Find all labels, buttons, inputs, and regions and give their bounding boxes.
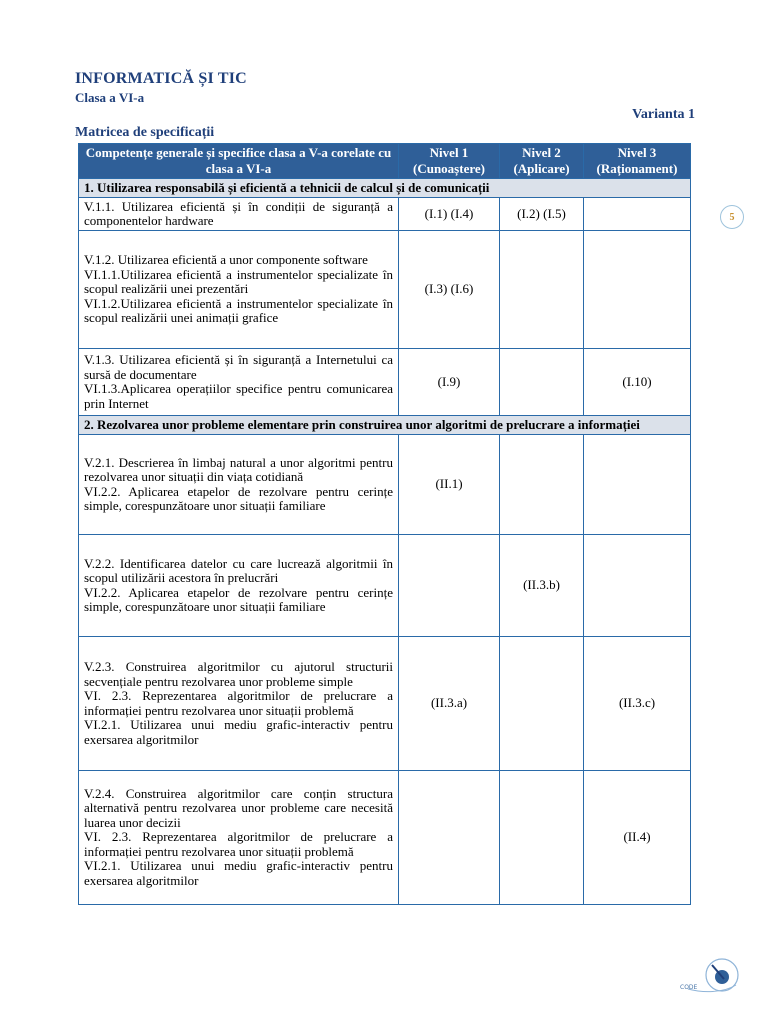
table-row	[79, 535, 691, 637]
competence-line: VI.2.1. Utilizarea unui mediu grafic-interactiv pentru exersarea algoritmilor	[84, 858, 393, 888]
competence-line: V.2.2. Identificarea datelor cu care lucrează algoritmii în scopul utilizării acestora în prelucrări	[84, 555, 393, 585]
header-level1	[399, 144, 500, 179]
level3-cell	[584, 535, 691, 637]
header-level2-desc: (Aplicare)	[513, 161, 570, 176]
header-level1-name: Nivel 1	[429, 145, 469, 160]
competence-line: V.2.3. Construirea algoritmilor cu ajutorul structurii secvențiale pentru rezolvarea unor probleme simple	[84, 659, 393, 689]
code-logo-text: CODE	[680, 984, 698, 991]
competence-line: VI. 2.3. Reprezentarea algoritmilor de prelucrare a informației pentru rezolvarea unor situații problemă	[84, 688, 393, 718]
competence-cell	[79, 535, 399, 637]
level3-cell	[584, 198, 691, 231]
header-level2	[500, 144, 584, 179]
level2-cell	[500, 349, 584, 416]
variant-label: Varianta 1	[632, 107, 695, 122]
section-heading-1: 1. Utilizarea responsabilă și eficientă a tehnicii de calcul și de comunicații	[79, 179, 691, 198]
competence-line: VI.2.2. Aplicarea etapelor de rezolvare pentru cerințe simple, corespunzătoare unor situații familiare	[84, 584, 393, 614]
table-row	[79, 435, 691, 535]
section-row	[79, 416, 691, 435]
level1-cell: (I.1) (I.4)	[399, 198, 500, 231]
competence-cell	[79, 231, 399, 349]
competence-line: V.2.1. Descrierea în limbaj natural a unor algoritmi pentru rezolvarea unor situații din viața cotidiană	[84, 454, 393, 484]
competence-cell	[79, 198, 399, 231]
competence-line: V.1.3. Utilizarea eficientă și în siguranță a Internetului ca sursă de documentare	[84, 352, 393, 382]
competence-line: VI.2.1. Utilizarea unui mediu grafic-interactiv pentru exersarea algoritmilor	[84, 717, 393, 747]
table-row	[79, 637, 691, 771]
header-level3-name: Nivel 3	[617, 145, 657, 160]
level3-cell: (II.3.c)	[584, 637, 691, 771]
competence-cell	[79, 435, 399, 535]
level2-cell	[500, 771, 584, 905]
level3-cell: (I.10)	[584, 349, 691, 416]
level2-cell	[500, 637, 584, 771]
competence-line: V.1.1. Utilizarea eficientă și în condiții de siguranță a componentelor hardware	[84, 198, 393, 228]
competence-cell	[79, 637, 399, 771]
level1-cell: (I.3) (I.6)	[399, 231, 500, 349]
level3-cell: (II.4)	[584, 771, 691, 905]
header-competence: Competențe generale și specifice clasa a V-a corelate cu clasa a VI-a	[79, 144, 399, 179]
competence-line: VI.1.3.Aplicarea operațiilor specifice pentru comunicarea prin Internet	[84, 381, 393, 411]
level1-cell: (I.9)	[399, 349, 500, 416]
page-title: INFORMATICĂ ȘI TIC	[75, 70, 247, 87]
level1-cell: (II.3.a)	[399, 637, 500, 771]
competence-line: VI.1.1.Utilizarea eficientă a instrumentelor specializate în scopul realizării unei prezentări	[84, 266, 393, 297]
page-number-badge: 5	[720, 205, 744, 229]
level2-cell: (I.2) (I.5)	[500, 198, 584, 231]
section-row	[79, 179, 691, 198]
class-subtitle: Clasa a VI-a	[75, 90, 145, 105]
competence-line: VI.1.2.Utilizarea eficientă a instrumentelor specializate în scopul realizării unei animații grafice	[84, 295, 393, 326]
level2-cell	[500, 231, 584, 349]
level1-cell	[399, 535, 500, 637]
table-row	[79, 349, 691, 416]
table-row	[79, 231, 691, 349]
competence-cell	[79, 349, 399, 416]
competence-line: VI. 2.3. Reprezentarea algoritmilor de prelucrare a informației pentru rezolvarea unor situații problemă	[84, 829, 393, 859]
competence-line: VI.2.2. Aplicarea etapelor de rezolvare pentru cerințe simple, corespunzătoare unor situații familiare	[84, 483, 393, 513]
competence-line: V.2.4. Construirea algoritmilor care conțin structura alternativă pentru rezolvarea unor probleme care necesită luarea unor decizii	[84, 785, 393, 830]
header-level2-name: Nivel 2	[522, 145, 561, 160]
header-level3-desc: (Raționament)	[596, 161, 678, 176]
table-row	[79, 771, 691, 905]
level2-cell	[500, 435, 584, 535]
level3-cell	[584, 435, 691, 535]
matrix-title: Matricea de specificații	[75, 125, 215, 140]
level1-cell: (II.1)	[399, 435, 500, 535]
header-level3	[584, 144, 691, 179]
competence-line: V.1.2. Utilizarea eficientă a unor componente software	[84, 252, 368, 268]
header-level1-desc: (Cunoaștere)	[413, 161, 485, 176]
level2-cell: (II.3.b)	[500, 535, 584, 637]
specification-matrix	[78, 143, 691, 905]
level1-cell	[399, 771, 500, 905]
level3-cell	[584, 231, 691, 349]
section-heading-2: 2. Rezolvarea unor probleme elementare prin construirea unor algoritmi de prelucrare a informației	[79, 416, 691, 435]
table-row	[79, 198, 691, 231]
competence-cell	[79, 771, 399, 905]
table-header-row	[79, 144, 691, 179]
